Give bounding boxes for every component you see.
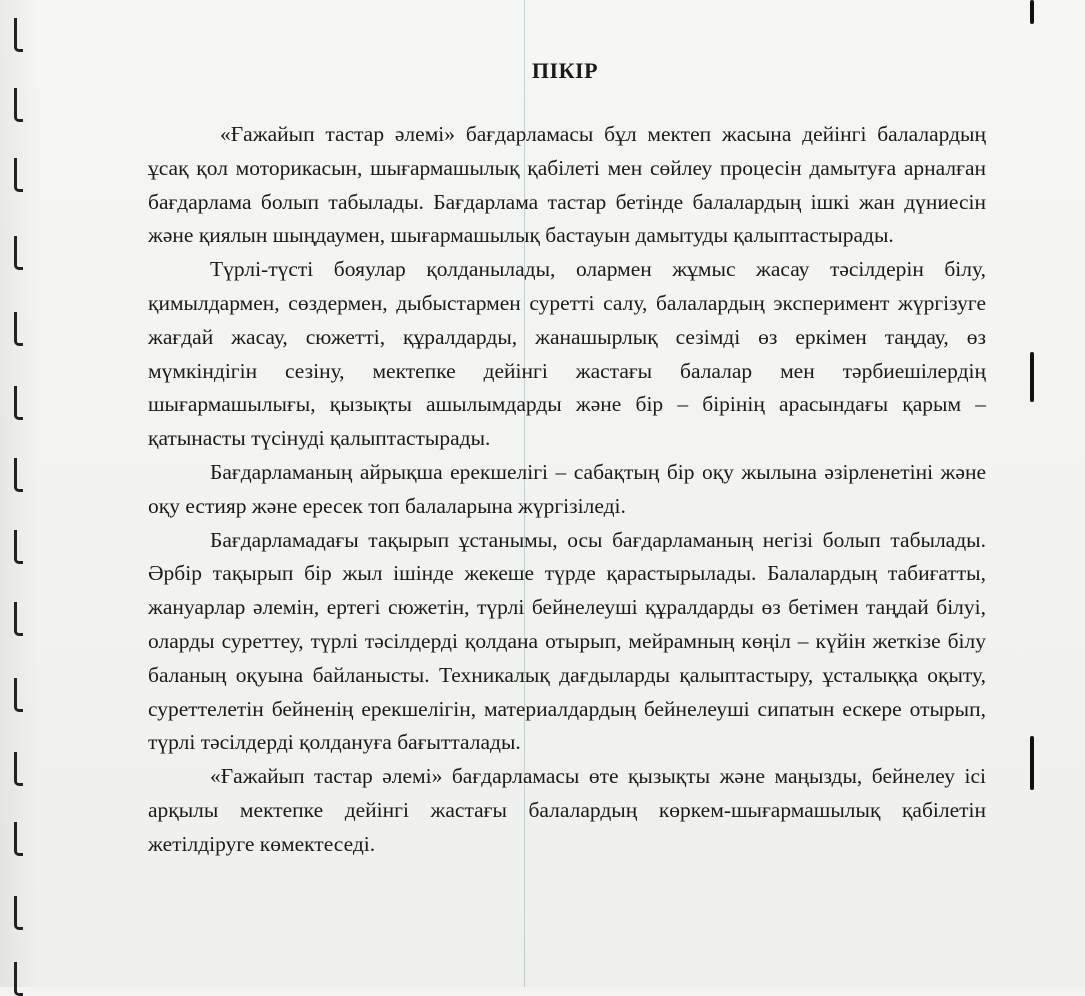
binding-hole xyxy=(14,752,23,786)
binding-hole xyxy=(14,386,23,420)
scan-edge-mark xyxy=(1030,0,1034,24)
binding-hole xyxy=(14,678,23,712)
binding-hole xyxy=(14,236,23,270)
body-paragraph: Бағдарламаның айрықша ерекшелігі – сабақтың бір оқу жылына әзірленетіні және оқу естияр және ересек топ балаларына жүргізіледі. xyxy=(148,459,986,518)
body-paragraph: Бағдарламадағы тақырып ұстанымы, осы бағдарламаның негізі болып табылады. Әрбір тақырып бір жыл ішінде жекеше түрде қарастырылады. Балалардың табиғатты, жануарлар әлемін, ертегі сюжетін, түрлі бейнелеуші құралдарды өз бетімен таңдай білуі, оларды суреттеу, түрлі тәсілдерді қолдана отырып, мейрамның көңіл – күйін жеткізе білу баланың оқуына байланысты. Техникалық дағдыларды қалыптастыру, ұсталыққа оқыту, суреттелетін бейненің ерекшелігін, материалдардың бейнелеуші сипатын ескере отырып, түрлі тәсілдерді қолдануға бағытталады. xyxy=(148,527,986,755)
binding-hole xyxy=(14,458,23,492)
scan-edge-arc xyxy=(1060,828,1085,874)
document-body xyxy=(148,118,986,862)
binding-hole xyxy=(14,158,23,192)
binding-hole xyxy=(14,602,23,636)
body-paragraph: «Ғажайып тастар әлемі» бағдарламасы бұл мектеп жасына дейінгі балалардың ұсақ қол моторикасын, шығармашылық қабілеті мен сөйлеу процесін дамытуға арналған бағдарлама болып табылады. Бағдарлама тастар бетінде балалардың ішкі жан дүниесін және қиялын шыңдаумен, шығармашылық бастауын дамытуды қалыптастырады. xyxy=(148,122,986,248)
body-paragraph: «Ғажайып тастар әлемі» бағдарламасы өте қызықты және маңызды, бейнелеу ісі арқылы мектепке дейінгі жастағы балалардың көркем-шығармашылық қабілетін жетілдіруге көмектеседі. xyxy=(148,764,986,856)
binding-hole xyxy=(14,896,23,930)
binding-hole xyxy=(14,822,23,856)
scan-edge-mark xyxy=(1030,352,1034,402)
binding-hole xyxy=(14,18,23,52)
scan-edge-mark xyxy=(1030,736,1034,790)
binding-hole xyxy=(14,88,23,122)
binding-hole xyxy=(14,962,23,996)
binding-hole xyxy=(14,312,23,346)
binding-holes xyxy=(14,0,44,987)
document-title: ПІКІР xyxy=(531,58,599,83)
binding-hole xyxy=(14,530,23,564)
body-paragraph: Түрлі-түсті бояулар қолданылады, олармен жұмыс жасау тәсілдерін білу, қимылдармен, сөздермен, дыбыстармен суретті салу, балалардың эксперимент жүргізуге жағдай жасау, сюжетті, құралдарды, жанашырлық сезімді өз еркімен таңдау, өз мүмкіндігін сезіну, мектепке дейінгі жастағы балалар мен тәрбиешілердің шығармашылығы, қызықты ашылымдарды және бір – бірінің арасындағы қарым – қатынасты түсінуді қалыптастырады. xyxy=(148,257,986,451)
